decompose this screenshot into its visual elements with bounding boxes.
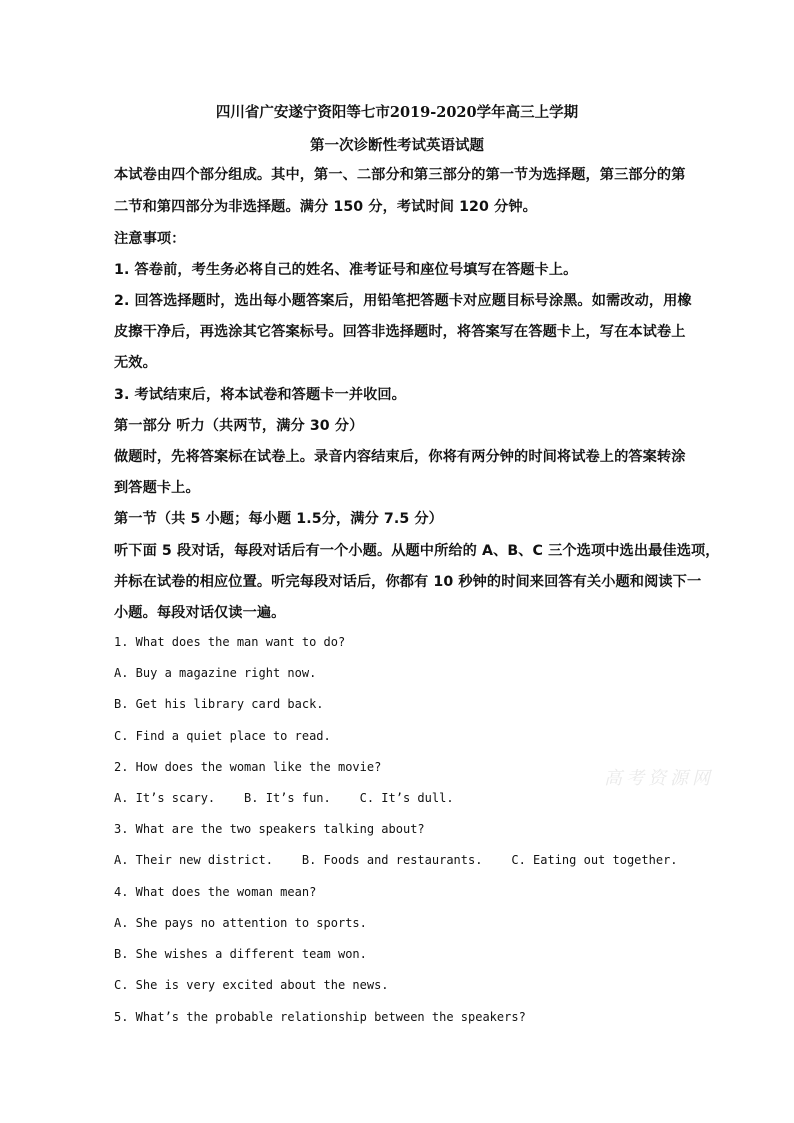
question-5: 5. What’s the probable relationship between the speakers? [114,1010,526,1024]
question-2: 2. How does the woman like the movie? [114,760,382,774]
question-2-options: A. It’s scary. B. It’s fun. C. It’s dull. [114,791,454,805]
section1-instruction-line-3: 小题。每段对话仅读一遍。 [114,605,286,621]
question-3-options: A. Their new district. B. Foods and restaurants. C. Eating out together. [114,853,678,867]
note-item-2-line-1: 2. 回答选择题时，选出每小题答案后，用铅笔把答题卡对应题目标号涂黑。如需改动，用橡 [114,293,692,309]
section1-heading: 第一节（共 5 小题；每小题 1.5分，满分 7.5 分） [114,511,443,527]
question-1: 1. What does the man want to do? [114,635,346,649]
intro-line-1: 本试卷由四个部分组成。其中，第一、二部分和第三部分的第一节为选择题，第三部分的第 [114,167,686,183]
faint-watermark: 高考资源网 [604,768,714,789]
question-4: 4. What does the woman mean? [114,885,317,899]
note-item-3: 3. 考试结束后，将本试卷和答题卡一并收回。 [114,387,406,403]
note-item-1: 1. 答卷前，考生务必将自己的姓名、准考证号和座位号填写在答题卡上。 [114,262,578,278]
part1-heading: 第一部分 听力（共两节，满分 30 分） [114,418,364,434]
question-4-option-b: B. She wishes a different team won. [114,947,367,961]
question-4-option-c: C. She is very excited about the news. [114,978,389,992]
note-item-2-line-2: 皮擦干净后，再选涂其它答案标号。回答非选择题时，将答案写在答题卡上，写在本试卷上 [114,324,686,340]
question-1-option-c: C. Find a quiet place to read. [114,729,331,743]
question-4-option-a: A. She pays no attention to sports. [114,916,367,930]
question-3: 3. What are the two speakers talking about? [114,822,425,836]
intro-line-2: 二节和第四部分为非选择题。满分 150 分，考试时间 120 分钟。 [114,199,537,215]
notes-heading: 注意事项： [114,231,186,247]
section1-instruction-line-2: 并标在试卷的相应位置。听完每段对话后，你都有 10 秒钟的时间来回答有关小题和阅读下一 [114,574,702,590]
question-1-option-a: A. Buy a magazine right now. [114,666,317,680]
part1-instruction-line-2: 到答题卡上。 [114,480,200,496]
exam-title-line1: 四川省广安遂宁资阳等七市2019-2020学年高三上学期 [215,104,579,121]
exam-title-line2: 第一次诊断性考试英语试题 [310,137,484,154]
question-1-option-b: B. Get his library card back. [114,697,324,711]
note-item-2-line-3: 无效。 [114,355,157,371]
section1-instruction-line-1: 听下面 5 段对话，每段对话后有一个小题。从题中所给的 A、B、C 三个选项中选出最佳选项， [114,543,720,559]
part1-instruction-line-1: 做题时，先将答案标在试卷上。录音内容结束后，你将有两分钟的时间将试卷上的答案转涂 [114,449,686,465]
